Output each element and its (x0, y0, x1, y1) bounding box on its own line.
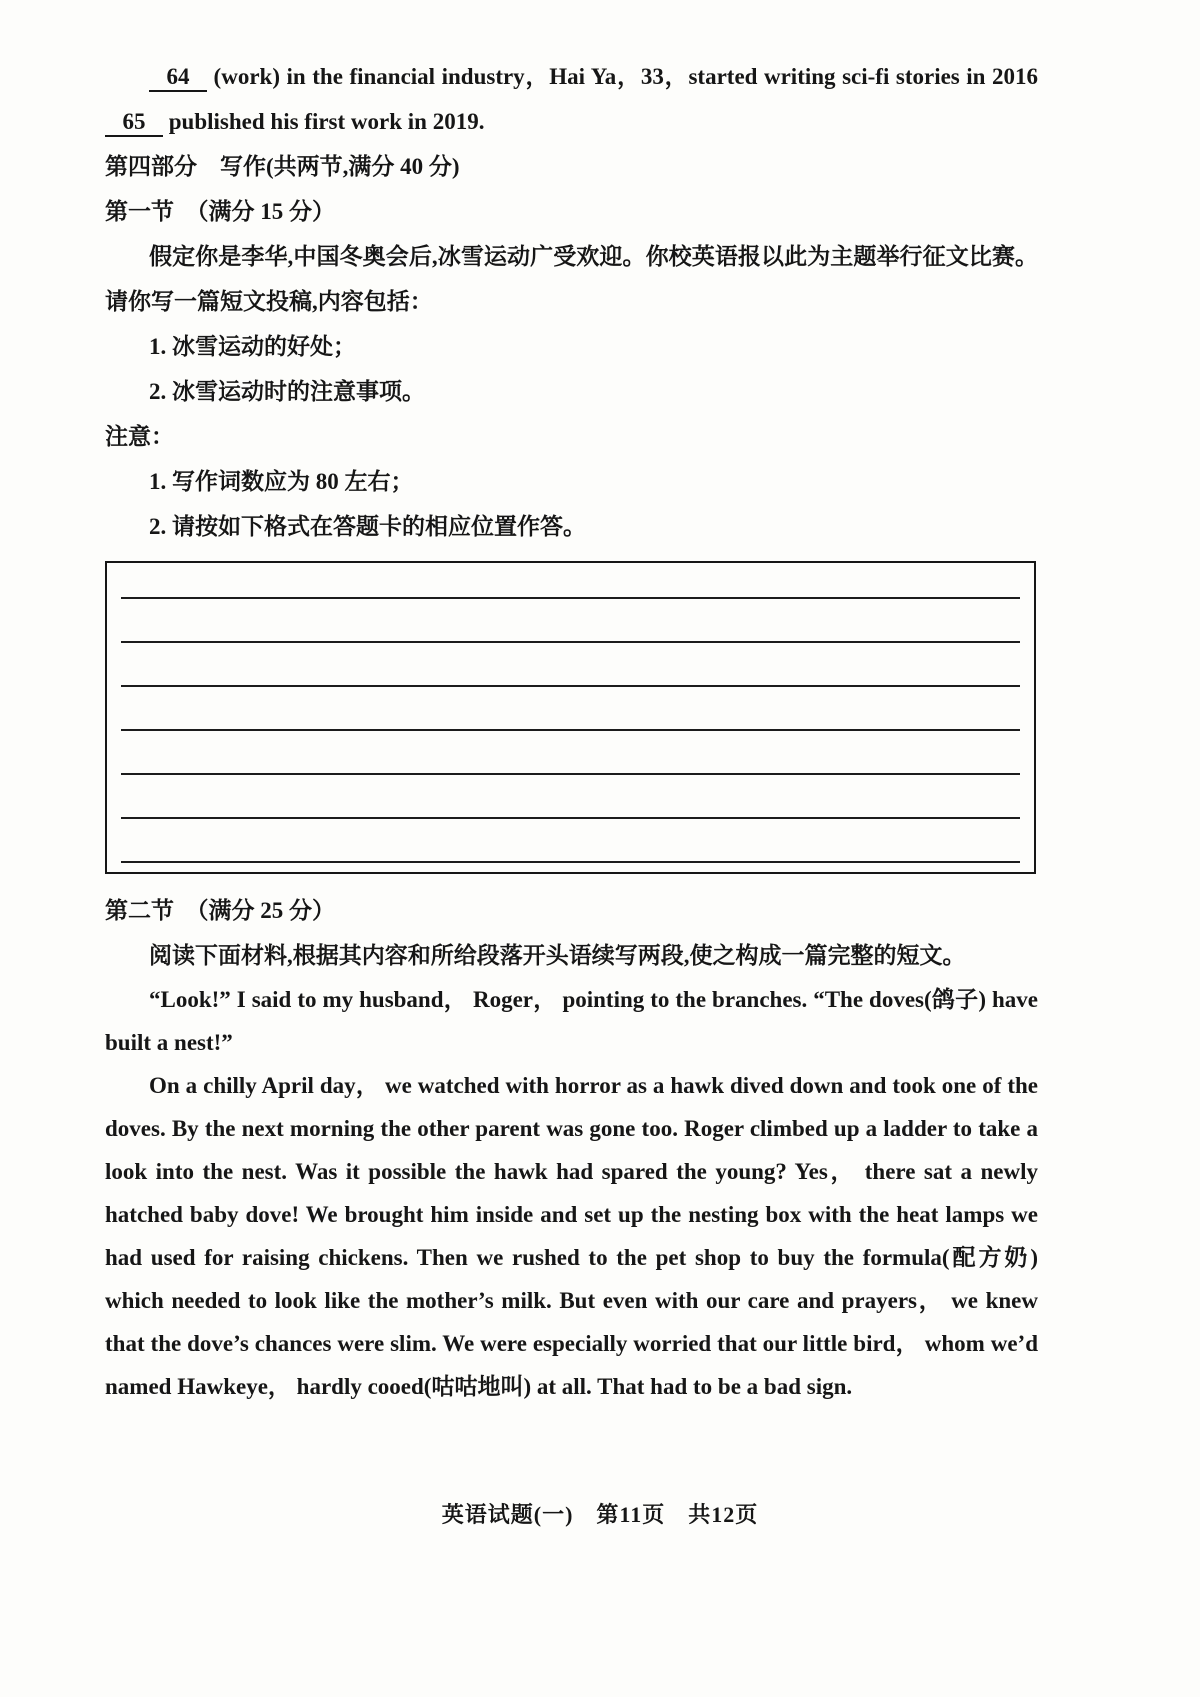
page-footer: 英语试题(一) 第11页 共12页 (441, 1502, 759, 1527)
story-paragraph-2: On a chilly April day， we watched with horror as a hawk dived down and took one of the doves. By the next morning the other parent was gone too. Roger climbed up a ladder to take a look into the nest. Was it possible the hawk had spared the young? Yes， there sat a newly hatched baby dove! We brought him inside and set up the nesting box with the heat lamps we had used for raising chickens. Then we rushed to the pet shop to buy the formula(配方奶) which needed to look like the mother’s milk. But even with our care and prayers， we knew that the dove’s chances were slim. We were especially worried that our little bird， whom we’d named Hawkeye， hardly cooed(咕咕地叫) at all. That had to be a bad sign. (105, 1073, 1038, 1399)
essay-point-1: 1. 冰雪运动的好处； (149, 334, 356, 359)
writing-line (121, 773, 1020, 775)
note-1: 1. 写作词数应为 80 左右； (149, 469, 414, 494)
note-2: 2. 请按如下格式在答题卡的相应位置作答。 (149, 514, 586, 539)
section2-title: 第二节 （满分 25 分） (105, 898, 335, 923)
essay-point-2: 2. 冰雪运动时的注意事项。 (149, 379, 425, 404)
writing-line (121, 817, 1020, 819)
part4-heading: 第四部分 写作(共两节,满分 40 分) (105, 154, 460, 179)
story-paragraph-1: “Look!” I said to my husband， Roger， pointing to the branches. “The doves(鸽子) have built a nest!” (105, 987, 1038, 1055)
writing-line (121, 729, 1020, 731)
notice-label: 注意： (105, 424, 174, 449)
answer-writing-box (105, 561, 1036, 874)
writing-line (121, 861, 1020, 863)
writing-line (121, 641, 1020, 643)
section1-title: 第一节 （满分 15 分） (105, 199, 335, 224)
section1-intro: 假定你是李华,中国冬奥会后,冰雪运动广受欢迎。你校英语报以此为主题举行征文比赛。请你写一篇短文投稿,内容包括： (105, 244, 1038, 314)
cloze-paragraph (105, 54, 1038, 144)
cloze-text-2: published his first work in 2019. (168, 109, 485, 134)
cloze-text-1: (work) in the financial industry，Hai Ya，33，started writing sci-fi stories in 2016 (213, 64, 1039, 89)
writing-line (121, 597, 1020, 599)
cloze-blank-65: 65 (105, 109, 163, 137)
writing-line (121, 685, 1020, 687)
section2-instruction: 阅读下面材料,根据其内容和所给段落开头语续写两段,使之构成一篇完整的短文。 (149, 943, 966, 968)
page-content (105, 54, 1038, 1408)
cloze-blank-64: 64 (149, 64, 207, 92)
